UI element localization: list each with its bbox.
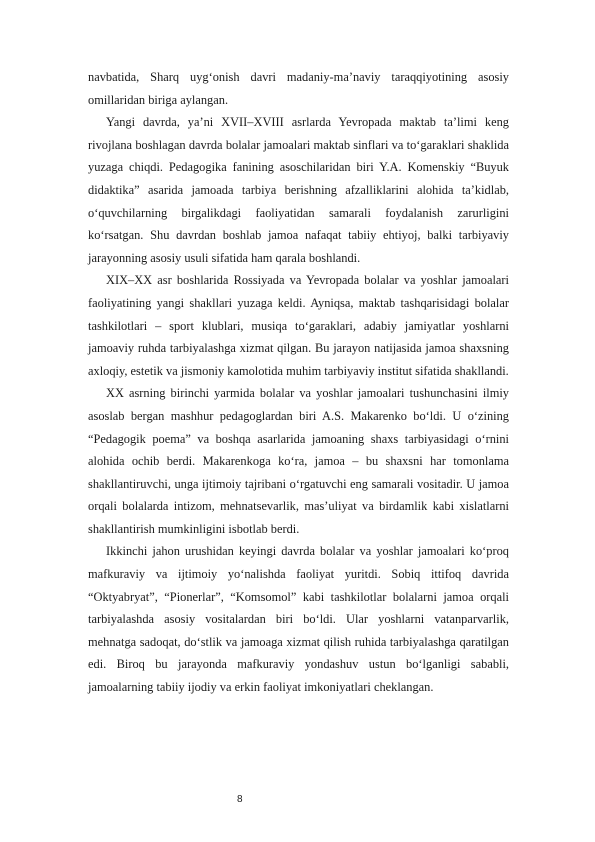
document-body <box>88 66 509 699</box>
paragraph-komensky: Yangi davrda, ya’ni XVII–XVIII asrlarda Yevropada maktab ta’limi keng rivojlana boshlagan davrda bolalar jamoalari maktab sinflari va to‘garaklari shaklida yuzaga chiqdi. Pedagogika fanining asoschilaridan biri Y.A. Komenskiy “Buyuk didaktika” asarida jamoada tarbiya berishning afzalliklarini alohida ta’kidlab, o‘quvchilarning birgalikdagi faoliyatidan samarali foydalanish zarurligini ko‘rsatgan. Shu davrdan boshlab jamoa nafaqat tabiiy ehtiyoj, balki tarbiyaviy jarayonning asosiy usuli sifatida ham qarala boshlandi. <box>88 115 509 265</box>
paragraph-continuation: navbatida, Sharq uyg‘onish davri madaniy-ma’naviy taraqqiyotining asosiy omillaridan biriga aylangan. <box>88 70 509 107</box>
paragraph-makarenko: XX asrning birinchi yarmida bolalar va yoshlar jamoalari tushunchasini ilmiy asoslab bergan mashhur pedagoglardan biri A.S. Makarenko bo‘ldi. U o‘zining “Pedagogik poema” va boshqa asarlarida jamoaning shaxs tarbiyasidagi o‘rnini alohida ochib berdi. Makarenkoga ko‘ra, jamoa – bu shaxsni har tomonlama shakllantiruvchi, unga ijtimoiy tajribani o‘rgatuvchi eng samarali vositadir. U jamoa orqali bolalarda intizom, mehnatsevarlik, mas’uliyat va birdamlik kabi xislatlarni shakllantirish mumkinligini isbotlab berdi. <box>88 386 509 536</box>
paragraph-post-war: Ikkinchi jahon urushidan keyingi davrda bolalar va yoshlar jamoalari ko‘proq mafkuraviy va ijtimoiy yo‘nalishda faoliyat yuritdi. Sobiq ittifoq davrida “Oktyabryat”, “Pionerlar”, “Komsomol” kabi tashkilotlar bolalarni jamoa orqali tarbiyalashda asosiy vositalardan biri bo‘ldi. Ular yoshlarni vatanparvarlik, mehnatga sadoqat, do‘stlik va jamoaga xizmat qilish ruhida tarbiyalashga qaratilgan edi. Biroq bu jarayonda mafkuraviy yondashuv ustun bo‘lganligi sababli, jamoalarning tabiiy ijodiy va erkin faoliyat imkoniyatlari cheklangan. <box>88 544 509 695</box>
paragraph-19-20-century: XIX–XX asr boshlarida Rossiyada va Yevropada bolalar va yoshlar jamoalari faoliyatining yangi shakllari yuzaga keldi. Ayniqsa, maktab tashqarisidagi bolalar tashkilotlari – sport klublari, musiqa to‘garaklari, adabiy jamiyatlar yoshlarni jamoaviy ruhda tarbiyalashga xizmat qilgan. Bu jarayon natijasida jamoa shaxsning axloqiy, estetik va jismoniy kamolotida muhim tarbiyaviy institut sifatida shakllandi. <box>88 273 509 378</box>
page-number: 8 <box>237 794 243 805</box>
